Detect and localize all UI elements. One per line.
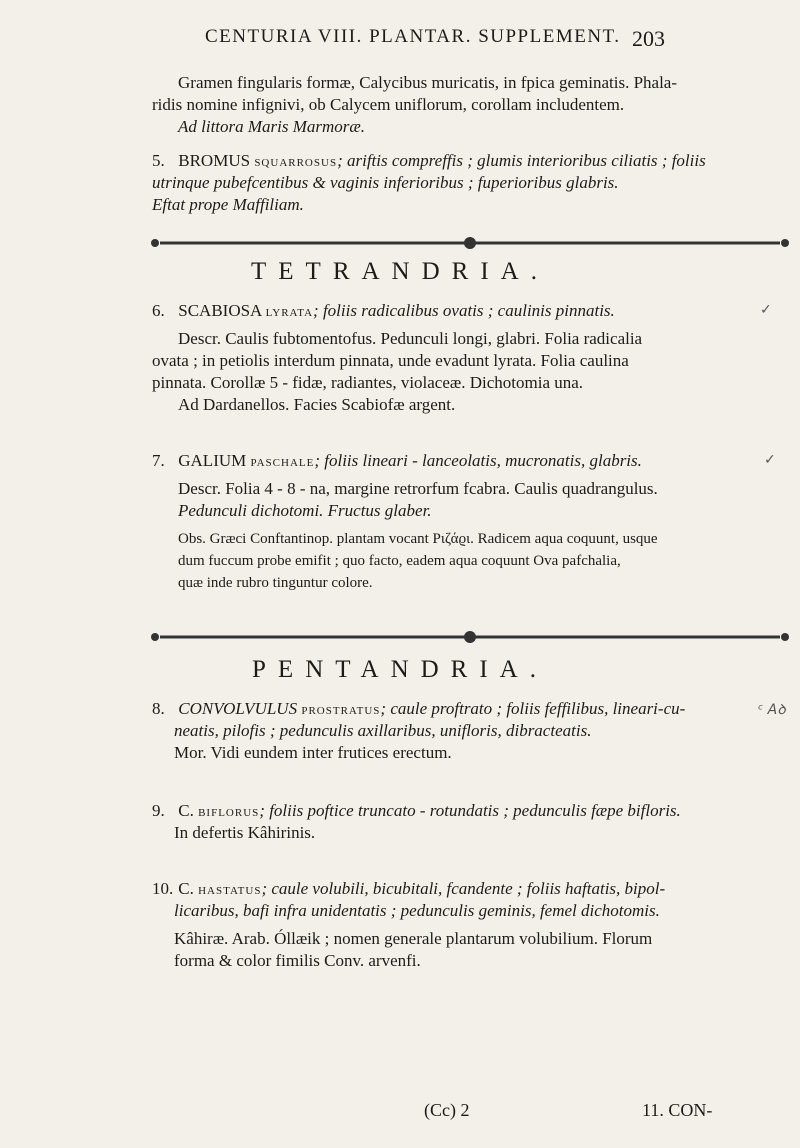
species-name: lyrata [265, 304, 314, 320]
signature-mark: (Cc) 2 [424, 1100, 470, 1120]
section-heading-tetrandria: TETRANDRIA. [251, 258, 549, 285]
diagnosis: ; foliis poftice truncato - rotundatis ; pedunculis fæpe bifloris. [259, 801, 681, 820]
habitat-line: Eftat prope Maffiliam. [152, 195, 304, 214]
observation-line: quæ inde rubro tinguntur colore. [178, 575, 373, 591]
habitat-line: Kâhiræ. Arab. Óllæik ; nomen generale plantarum volubilium. Florum [174, 929, 653, 948]
entry-galium [152, 450, 772, 596]
entry-number: 7. [152, 451, 165, 470]
header-title: CENTURIA VIII. PLANTAR. SUPPLEMENT. [205, 26, 621, 47]
description-line: ovata ; in petiolis interdum pinnata, unde evadunt lyrata. Folia caulina [152, 351, 629, 370]
observation-note [152, 530, 772, 596]
entry-convolvulus-biflorus [152, 800, 772, 844]
habitat-line: Ad Dardanellos. Facies Scabiofæ argent. [178, 395, 456, 414]
diagnosis: licaribus, bafi infra unidentatis ; pedunculis geminis, femel dichotomis. [174, 901, 660, 920]
genus-name: C. [178, 879, 194, 898]
description-line: Descr. Folia 4 - 8 - na, margine retrorfum fcabra. Caulis quadrangulus. [178, 479, 658, 498]
diagnosis: ; ariftis compreffis ; glumis interioribus ciliatis ; foliis [337, 151, 706, 170]
genus-name: C. [178, 801, 194, 820]
genus-name: CONVOLVULUS [178, 699, 298, 718]
genus-name: SCABIOSA [178, 301, 262, 320]
habitat-line: Ad littora Maris Marmoræ. [178, 117, 366, 136]
genus-name: GALIUM [178, 451, 247, 470]
page-number: 203 [632, 26, 665, 51]
text-line: Gramen fingularis formæ, Calycibus muricatis, in fpica geminatis. Phala- [178, 73, 678, 92]
habitat-line: forma & color fimilis Conv. arvenfi. [174, 951, 421, 970]
description-line: Pedunculi dichotomi. Fructus glaber. [178, 501, 432, 520]
intro-paragraph [152, 72, 772, 138]
margin-note: ✓ [764, 452, 776, 468]
entry-number: 8. [152, 699, 165, 718]
margin-note: ᶜ Aꝺ [758, 702, 786, 718]
diagnosis: ; foliis lineari - lanceolatis, mucronatis, glabris. [314, 451, 642, 470]
habitat-line: Mor. Vidi eundem inter frutices erectum. [174, 743, 452, 762]
genus-name: BROMUS [178, 151, 251, 170]
entry-number: 9. [152, 801, 165, 820]
entry-number: 5. [152, 151, 165, 170]
running-header [0, 26, 800, 56]
entry-number: 6. [152, 301, 165, 320]
diagnosis: neatis, pilofis ; pedunculis axillaribus, unifloris, dibracteatis. [174, 721, 592, 740]
description-line: pinnata. Corollæ 5 - fidæ, radiantes, violaceæ. Dichotomia una. [152, 373, 584, 392]
text-line: ridis nomine infignivi, ob Calycem uniflorum, corollam includentem. [152, 95, 625, 114]
habitat-line: In defertis Kâhirinis. [174, 823, 316, 842]
species-name: biflorus [198, 804, 260, 820]
observation-line: dum fuccum probe emifit ; quo facto, eadem aqua coquunt Ova pafchalia, [178, 553, 621, 569]
diagnosis: ; caule volubili, bicubitali, fcandente ; foliis haftatis, bipol- [261, 879, 666, 898]
species-name: paschale [250, 454, 315, 470]
entry-bromus [152, 150, 772, 216]
margin-note: ✓ [760, 302, 772, 318]
entry-convolvulus-prostratus [152, 698, 772, 764]
species-name: prostratus [301, 702, 381, 718]
entry-scabiosa [152, 300, 772, 416]
entry-number: 10. [152, 879, 174, 898]
species-name: hastatus [198, 882, 262, 898]
ornament-divider [140, 630, 800, 644]
species-name: squarrosus [254, 154, 338, 170]
observation-line: Obs. Græci Conftantinop. plantam vocant Pιζάϱι. Radicem aqua coquunt, usque [178, 531, 658, 547]
section-heading-pentandria: PENTANDRIA. [252, 656, 548, 683]
catchword: 11. CON- [642, 1100, 713, 1120]
diagnosis: utrinque pubefcentibus & vaginis inferioribus ; fuperioribus glabris. [152, 173, 619, 192]
diagnosis: ; caule proftrato ; foliis feffilibus, lineari-cu- [380, 699, 686, 718]
description-line: Descr. Caulis fubtomentofus. Pedunculi longi, glabri. Folia radicalia [178, 329, 643, 348]
entry-convolvulus-hastatus [152, 878, 772, 972]
diagnosis: ; foliis radicalibus ovatis ; caulinis pinnatis. [313, 301, 615, 320]
ornament-divider [140, 236, 800, 250]
